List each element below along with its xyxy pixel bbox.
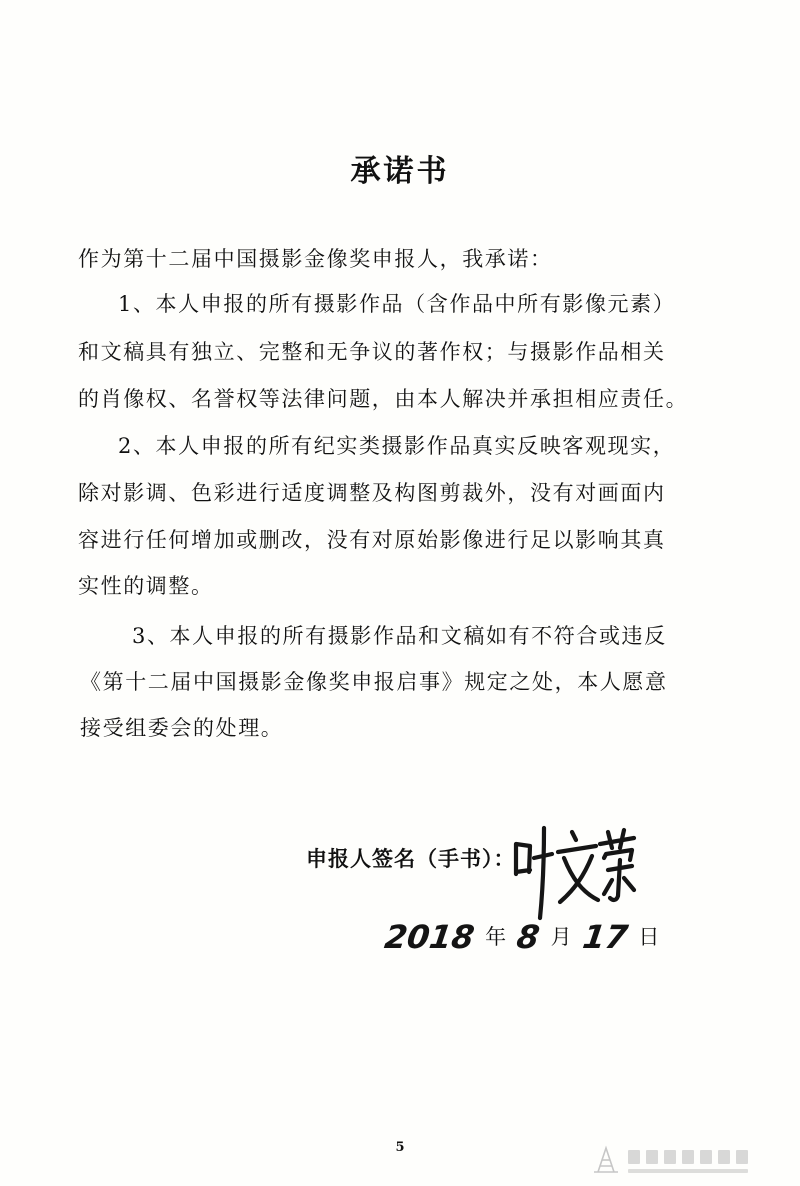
clause-2-line-4: 实性的调整。 xyxy=(78,574,214,598)
document-title: 承诺书 xyxy=(350,154,450,189)
clause-3-line-1: 3、本人申报的所有摄影作品和文稿如有不符合或违反 xyxy=(132,624,667,648)
clause-1-line-3: 的肖像权、名誉权等法律问题，由本人解决并承担相应责任。 xyxy=(78,387,689,411)
handwritten-signature xyxy=(508,818,638,928)
date-month-unit: 月 xyxy=(550,925,572,949)
date-year: 2018 xyxy=(382,918,477,956)
clause-2-line-2: 除对影调、色彩进行适度调整及构图剪裁外，没有对画面内 xyxy=(78,481,666,505)
clause-3-line-2: 《第十二届中国摄影金像奖申报启事》规定之处，本人愿意 xyxy=(80,670,668,694)
clause-1-line-1: 1、本人申报的所有摄影作品（含作品中所有影像元素） xyxy=(118,292,676,316)
date-day-unit: 日 xyxy=(638,925,660,949)
date-year-unit: 年 xyxy=(485,925,507,949)
clause-3-line-3: 接受组委会的处理。 xyxy=(80,716,284,740)
date-month: 8 xyxy=(514,918,543,956)
signature-date xyxy=(382,918,665,968)
page-number: 5 xyxy=(395,1140,405,1155)
clause-2-line-3: 容进行任何增加或删改，没有对原始影像进行足以影响其真 xyxy=(78,528,666,552)
signature-label: 申报人签名（手书）： xyxy=(306,847,516,871)
clause-1-line-2: 和文稿具有独立、完整和无争议的著作权；与摄影作品相关 xyxy=(78,340,666,364)
intro-text: 作为第十二届中国摄影金像奖申报人，我承诺： xyxy=(78,247,553,271)
clause-2-line-1: 2、本人申报的所有纪实类摄影作品真实反映客观现实， xyxy=(118,434,676,458)
date-day: 17 xyxy=(580,918,630,956)
watermark-logo xyxy=(590,1142,790,1178)
